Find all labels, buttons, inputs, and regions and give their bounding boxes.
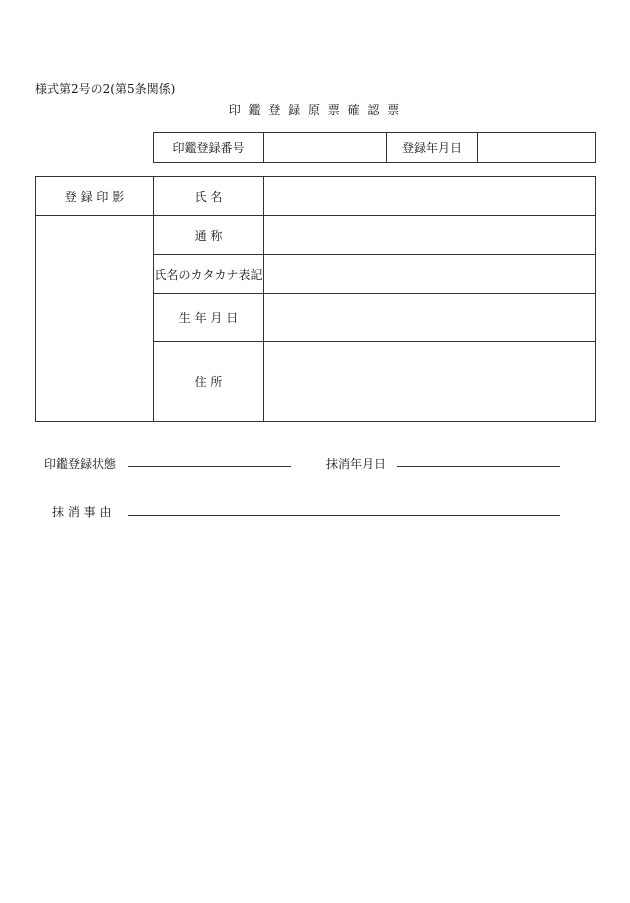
alias-label: 通 称 [154, 216, 264, 255]
status-label: 印鑑登録状態 [44, 457, 117, 471]
document-title: 印 鑑 登 録 原 票 確 認 票 [228, 103, 402, 117]
registration-table [153, 132, 596, 163]
registration-date-field[interactable] [478, 133, 596, 163]
cancel-reason-label: 抹 消 事 由 [52, 505, 112, 519]
katakana-name-field[interactable] [264, 255, 596, 294]
address-field[interactable] [264, 342, 596, 422]
registrant-table [35, 176, 596, 422]
cancel-date-field[interactable] [397, 466, 560, 467]
registration-number-field[interactable] [264, 133, 387, 163]
alias-field[interactable] [264, 216, 596, 255]
status-field[interactable] [128, 466, 291, 467]
form-number: 様式第2号の2(第5条関係) [35, 82, 176, 96]
cancel-reason-field[interactable] [128, 515, 560, 516]
registration-date-label: 登録年月日 [387, 133, 478, 163]
name-field[interactable] [264, 177, 596, 216]
katakana-name-label: 氏名のカタカナ表記 [154, 255, 264, 294]
birth-date-field[interactable] [264, 294, 596, 342]
seal-impression-label: 登 録 印 影 [36, 177, 154, 216]
name-label: 氏 名 [154, 177, 264, 216]
seal-impression-area [36, 216, 154, 422]
registration-number-label: 印鑑登録番号 [154, 133, 264, 163]
cancel-date-label: 抹消年月日 [326, 457, 387, 471]
birth-date-label: 生 年 月 日 [154, 294, 264, 342]
address-label: 住 所 [154, 342, 264, 422]
